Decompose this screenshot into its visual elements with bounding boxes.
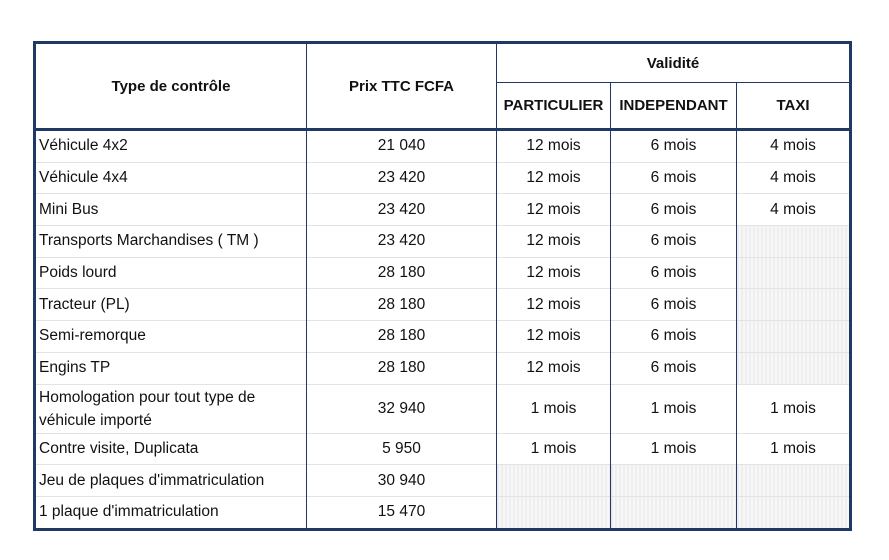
empty-cell (611, 496, 737, 529)
cell-independant: 6 mois (611, 162, 737, 194)
cell-particulier: 12 mois (497, 289, 611, 321)
cell-type: Transports Marchandises ( TM ) (35, 226, 307, 258)
cell-price: 28 180 (307, 257, 497, 289)
table-body (35, 130, 851, 530)
table-row (35, 433, 851, 465)
header-price: Prix TTC FCFA (307, 43, 497, 130)
table-row (35, 226, 851, 258)
table-row (35, 465, 851, 497)
cell-type: 1 plaque d'immatriculation (35, 496, 307, 529)
cell-independant: 6 mois (611, 289, 737, 321)
table-row (35, 321, 851, 353)
cell-independant: 1 mois (611, 384, 737, 433)
header-particulier: PARTICULIER (497, 83, 611, 130)
cell-particulier: 1 mois (497, 433, 611, 465)
table-row (35, 162, 851, 194)
cell-type: Jeu de plaques d'immatriculation (35, 465, 307, 497)
cell-particulier: 12 mois (497, 226, 611, 258)
empty-cell (737, 496, 851, 529)
empty-cell (737, 321, 851, 353)
header-type: Type de contrôle (35, 43, 307, 130)
cell-type: Tracteur (PL) (35, 289, 307, 321)
cell-price: 23 420 (307, 226, 497, 258)
table-row (35, 289, 851, 321)
cell-particulier: 12 mois (497, 352, 611, 384)
cell-particulier: 12 mois (497, 321, 611, 353)
empty-cell (611, 465, 737, 497)
cell-independant: 6 mois (611, 352, 737, 384)
cell-price: 30 940 (307, 465, 497, 497)
cell-type: Engins TP (35, 352, 307, 384)
cell-type: Véhicule 4x2 (35, 130, 307, 163)
empty-cell (737, 289, 851, 321)
cell-independant: 6 mois (611, 226, 737, 258)
cell-taxi: 4 mois (737, 162, 851, 194)
cell-particulier: 12 mois (497, 130, 611, 163)
cell-taxi: 1 mois (737, 384, 851, 433)
cell-price: 21 040 (307, 130, 497, 163)
cell-independant: 1 mois (611, 433, 737, 465)
cell-type: Mini Bus (35, 194, 307, 226)
empty-cell (737, 465, 851, 497)
table-row (35, 257, 851, 289)
cell-independant: 6 mois (611, 130, 737, 163)
cell-independant: 6 mois (611, 194, 737, 226)
empty-cell (737, 226, 851, 258)
cell-independant: 6 mois (611, 321, 737, 353)
cell-price: 23 420 (307, 194, 497, 226)
cell-type: Poids lourd (35, 257, 307, 289)
header-validity: Validité (497, 43, 851, 83)
cell-price: 28 180 (307, 289, 497, 321)
empty-cell (497, 496, 611, 529)
cell-taxi: 4 mois (737, 194, 851, 226)
empty-cell (737, 257, 851, 289)
table-row (35, 130, 851, 163)
empty-cell (497, 465, 611, 497)
cell-independant: 6 mois (611, 257, 737, 289)
cell-particulier: 12 mois (497, 194, 611, 226)
cell-taxi: 4 mois (737, 130, 851, 163)
header-independant: INDEPENDANT (611, 83, 737, 130)
empty-cell (737, 352, 851, 384)
cell-price: 23 420 (307, 162, 497, 194)
table-row (35, 496, 851, 529)
cell-price: 28 180 (307, 352, 497, 384)
cell-price: 28 180 (307, 321, 497, 353)
table-row (35, 384, 851, 433)
table-row (35, 194, 851, 226)
cell-particulier: 12 mois (497, 162, 611, 194)
cell-type: Homologation pour tout type de véhicule importé (35, 384, 307, 433)
cell-price: 5 950 (307, 433, 497, 465)
cell-particulier: 12 mois (497, 257, 611, 289)
cell-type: Contre visite, Duplicata (35, 433, 307, 465)
cell-type: Semi-remorque (35, 321, 307, 353)
cell-taxi: 1 mois (737, 433, 851, 465)
header-taxi: TAXI (737, 83, 851, 130)
cell-price: 32 940 (307, 384, 497, 433)
cell-type: Véhicule 4x4 (35, 162, 307, 194)
cell-price: 15 470 (307, 496, 497, 529)
validity-price-table (33, 41, 852, 531)
table-row (35, 352, 851, 384)
cell-particulier: 1 mois (497, 384, 611, 433)
